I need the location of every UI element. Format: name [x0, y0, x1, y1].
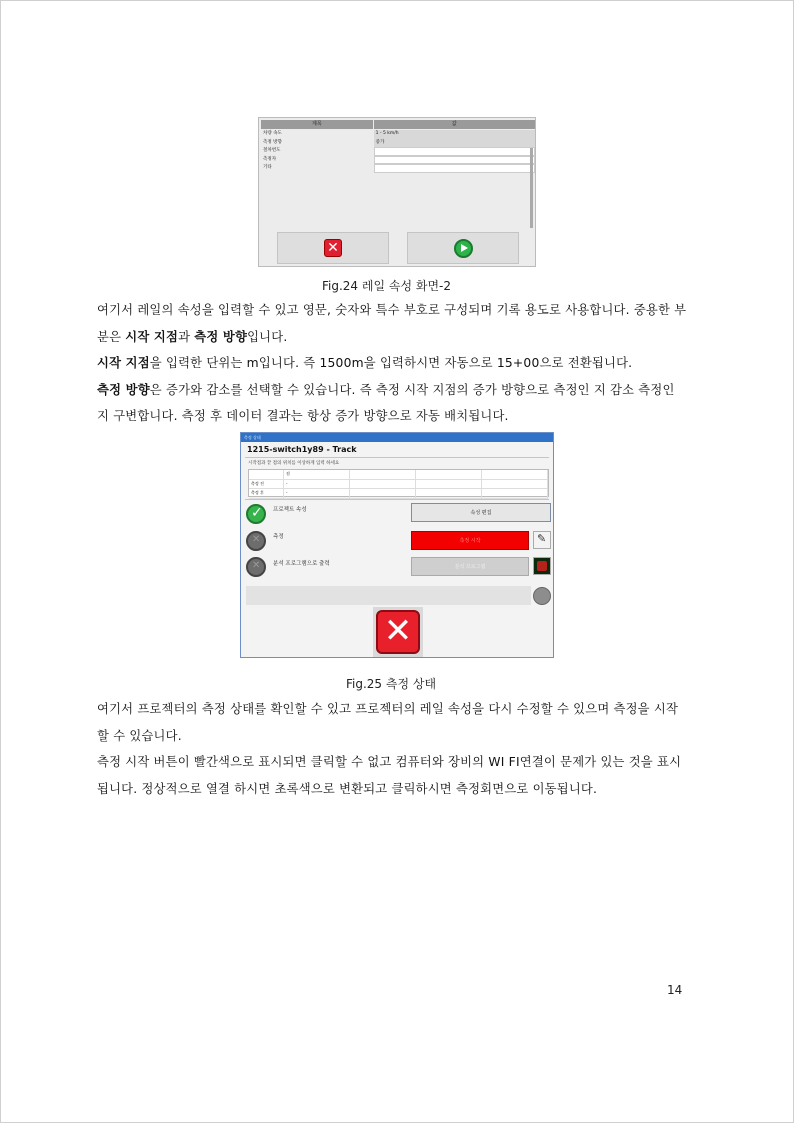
measurement-status-window: [240, 432, 554, 658]
grid-row: [249, 489, 548, 499]
page-number: 14: [667, 983, 683, 997]
analysis-program-button[interactable]: 분석 프로그램: [411, 557, 529, 576]
paragraph-text: 여기서 레일의 속성을 입력할 수 있고 영문, 숫자와 특수 부호로 구성되며 기록 용도로 사용합니다. 중용한 부분은: [97, 303, 687, 344]
paragraph-text: 여기서 프로젝터의 측정 상태를 확인할 수 있고 프로젝터의 레일 속성을 다시 수정할 수 있으며 측정을 시작할 수 있습니다.: [97, 702, 679, 743]
property-row: [261, 130, 535, 139]
step-label: 프로젝트 속성: [273, 507, 307, 513]
position-grid: [248, 469, 549, 497]
property-rows: [261, 130, 535, 173]
property-row: [261, 147, 535, 156]
bold-term: 측정 방향: [194, 329, 248, 344]
paragraph-text: 은 증가와 감소를 선택할 수 있습니다. 즉 측정 시작 지점의 증가 방향으로 측정인 지 감소 측정인 지 구변합니다. 측정 후 데이터 결과는 항상 증가 방향으로 자동 배치됩니다.: [97, 382, 675, 423]
paragraph-text: 측정 시작 버튼이 빨간색으로 표시되면 클릭할 수 없고 컴퓨터와 장비의 WI FI연결이 문제가 있는 것을 표시됩니다. 정상적으로 열결 하시면 초록색으로 변환되고 클릭하시면 측정회면으로 이동됩니다.: [97, 755, 682, 796]
property-row: [261, 139, 535, 148]
figure-caption: Fig.24 레일 속성 화면-2: [322, 279, 452, 293]
paragraph: [97, 696, 689, 802]
property-table-header: [261, 120, 535, 129]
step-label: 측정: [273, 534, 284, 540]
property-key: 측정 방향: [263, 139, 282, 145]
rail-property-screen: [258, 117, 536, 267]
pencil-icon[interactable]: [533, 531, 551, 549]
close-icon: ✕: [376, 610, 420, 654]
property-row: [261, 156, 535, 165]
property-row: [261, 164, 535, 173]
track-title: 1215-switch1y89 - Track: [247, 445, 357, 454]
status-bar: [246, 586, 531, 605]
property-key: 측정자: [263, 156, 277, 162]
bold-term: 시작 지점: [97, 356, 150, 370]
property-value[interactable]: 1 - 5 km/h: [374, 130, 535, 139]
bold-term: 측정 방향: [97, 382, 150, 397]
cancel-button[interactable]: [277, 232, 389, 264]
start-measurement-button[interactable]: 측정 시작: [411, 531, 529, 550]
heatmap-icon[interactable]: [533, 557, 551, 575]
close-button[interactable]: [373, 607, 423, 657]
paragraph-text: 과: [178, 329, 195, 344]
next-button[interactable]: [407, 232, 519, 264]
check-icon: [246, 504, 266, 524]
header-title: 제목: [261, 120, 373, 129]
divider: [245, 499, 549, 500]
grid-row-label: 측정 전: [249, 480, 284, 489]
paragraph-text: 입니다.: [247, 329, 288, 344]
grid-header-row: [249, 470, 548, 480]
property-key: 기타: [263, 165, 272, 170]
property-key: 차량 속도: [263, 131, 282, 136]
settings-icon[interactable]: [533, 587, 551, 605]
grid-cell: -: [284, 480, 350, 489]
instruction-text: 시작점과 끝 점의 위치를 이상하게 입력 하세요: [248, 461, 340, 466]
grid-cell: -: [284, 489, 350, 498]
header-value: 값: [374, 120, 535, 129]
scrollbar[interactable]: [530, 148, 533, 228]
property-input[interactable]: [374, 147, 535, 156]
divider: [245, 457, 549, 458]
bold-term: 시작 지점: [125, 329, 179, 344]
pending-icon: [246, 531, 266, 551]
paragraph-text: 을 입력한 단위는 m입니다. 즉 1500m을 입력하시면 자동으로 15+00으로 전환됩니다.: [149, 356, 633, 370]
close-icon: ✕: [324, 239, 342, 257]
property-input[interactable]: [374, 164, 535, 173]
property-input[interactable]: [374, 156, 535, 165]
grid-header: 점: [284, 470, 350, 479]
pending-icon: [246, 557, 266, 577]
grid-row-label: 측정 후: [249, 489, 284, 498]
property-value[interactable]: 증가: [374, 139, 535, 148]
window-titlebar: 측정 상태: [241, 433, 553, 442]
edit-properties-button[interactable]: 속성 편집: [411, 503, 551, 522]
paragraph: [97, 297, 689, 430]
grid-row: [249, 480, 548, 490]
property-key: 철차번도: [263, 148, 281, 153]
figure-caption: Fig.25 측정 상태: [346, 677, 437, 691]
step-label: 분석 프로그램으로 출력: [273, 561, 330, 567]
play-icon: [454, 239, 473, 258]
